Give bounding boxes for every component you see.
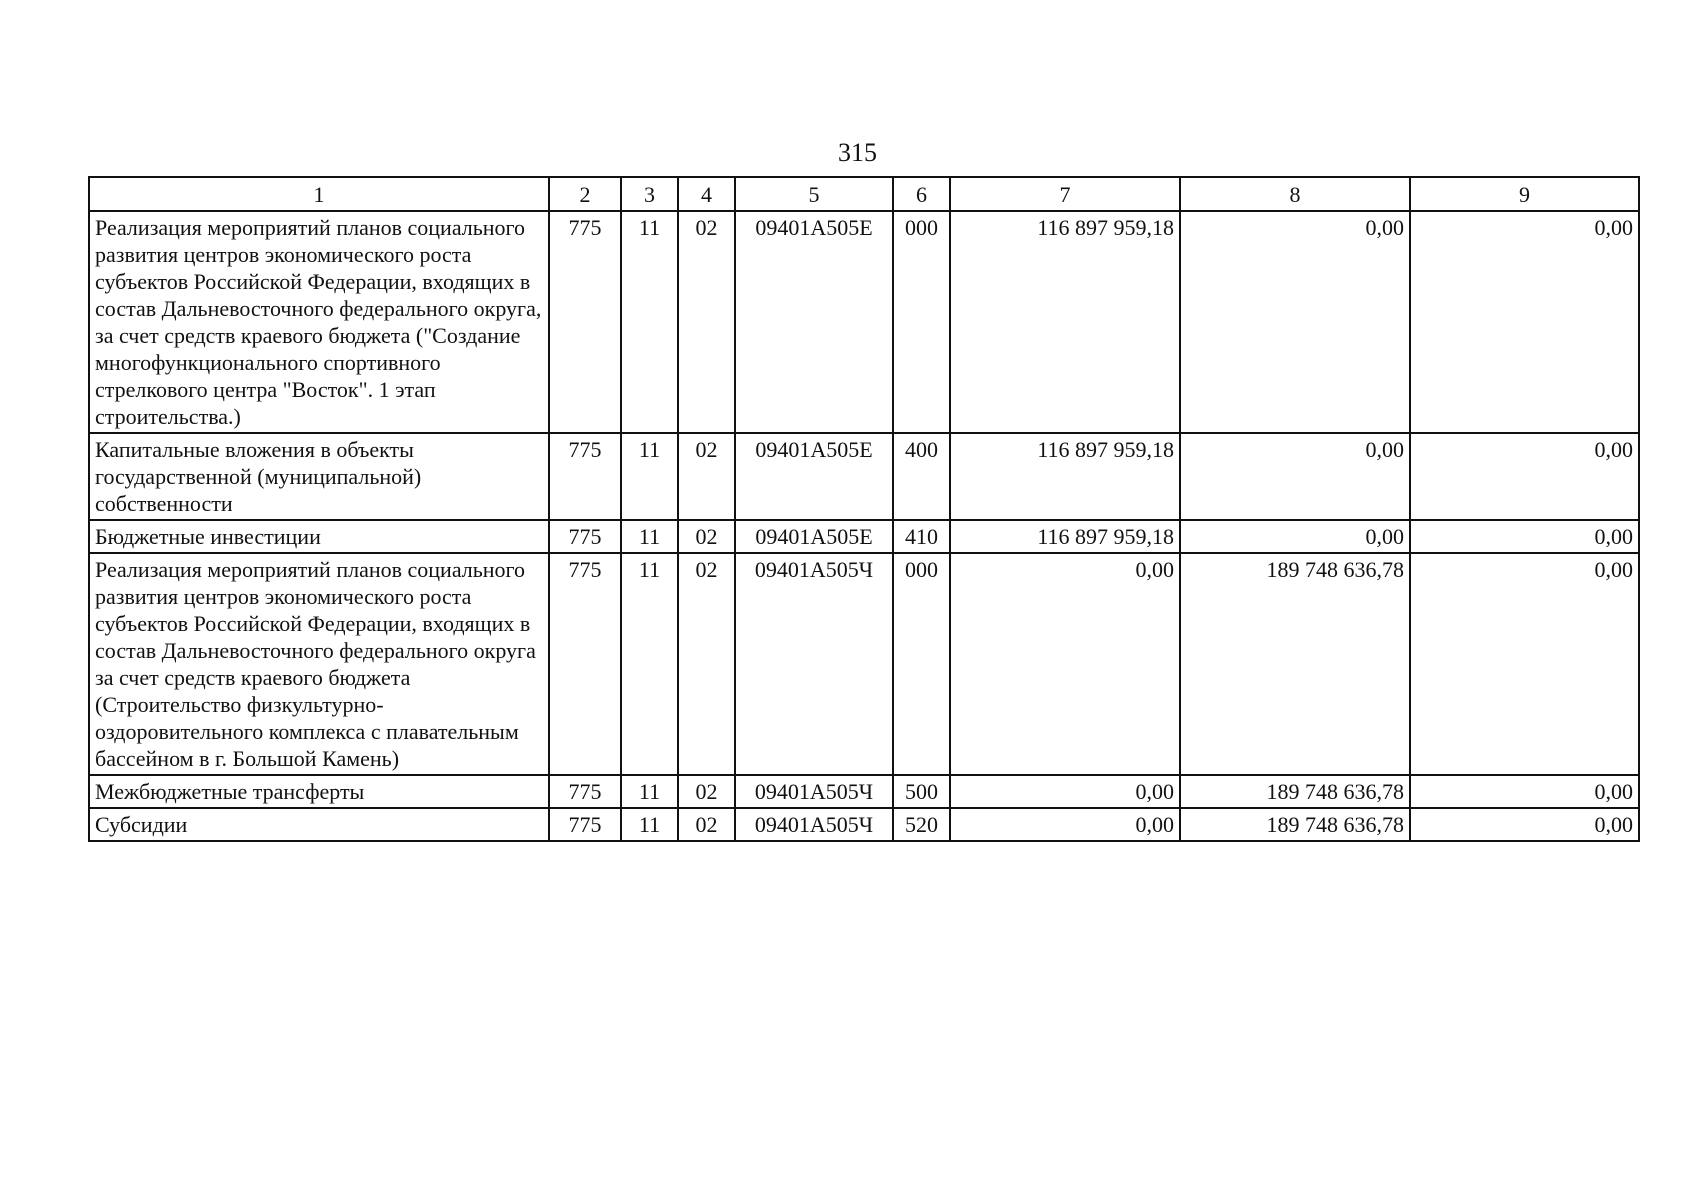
- column-header: 9: [1410, 177, 1639, 211]
- row-code-5: 09401A505Ч: [735, 808, 893, 841]
- row-code-2: 775: [549, 808, 621, 841]
- row-code-6: 000: [893, 553, 950, 775]
- row-code-4: 02: [678, 520, 735, 553]
- row-amount-8: 0,00: [1180, 520, 1410, 553]
- column-header: 2: [549, 177, 621, 211]
- row-code-5: 09401A505E: [735, 520, 893, 553]
- row-amount-7: 0,00: [950, 808, 1180, 841]
- column-header: 6: [893, 177, 950, 211]
- row-code-4: 02: [678, 211, 735, 433]
- row-code-6: 520: [893, 808, 950, 841]
- row-amount-8: 0,00: [1180, 433, 1410, 520]
- row-name: Межбюджетные трансферты: [89, 775, 549, 808]
- row-code-6: 000: [893, 211, 950, 433]
- row-name: Реализация мероприятий планов социального развития центров экономического роста субъектов Российской Федерации, входящих в состав Дальневосточного федерального округа за счет средств краевого бюджета (Строительство физкультурно-оздоровительного комплекса с плавательным бассейном в г. Большой Камень): [89, 553, 549, 775]
- row-amount-7: 116 897 959,18: [950, 211, 1180, 433]
- table-row: [89, 433, 1639, 520]
- row-code-2: 775: [549, 211, 621, 433]
- row-amount-9: 0,00: [1410, 211, 1639, 433]
- row-code-6: 410: [893, 520, 950, 553]
- row-amount-9: 0,00: [1410, 775, 1639, 808]
- row-code-4: 02: [678, 775, 735, 808]
- table-header-row: [89, 177, 1639, 211]
- budget-table: [88, 176, 1640, 842]
- row-amount-8: 0,00: [1180, 211, 1410, 433]
- row-code-5: 09401A505E: [735, 433, 893, 520]
- row-code-3: 11: [621, 553, 678, 775]
- row-amount-8: 189 748 636,78: [1180, 808, 1410, 841]
- row-code-2: 775: [549, 433, 621, 520]
- row-code-3: 11: [621, 433, 678, 520]
- row-amount-9: 0,00: [1410, 553, 1639, 775]
- row-name: Бюджетные инвестиции: [89, 520, 549, 553]
- table-row: [89, 211, 1639, 433]
- column-header: 5: [735, 177, 893, 211]
- row-code-3: 11: [621, 520, 678, 553]
- column-header: 4: [678, 177, 735, 211]
- row-code-3: 11: [621, 211, 678, 433]
- table-row: [89, 775, 1639, 808]
- row-amount-7: 116 897 959,18: [950, 433, 1180, 520]
- row-amount-9: 0,00: [1410, 808, 1639, 841]
- row-code-2: 775: [549, 775, 621, 808]
- row-code-3: 11: [621, 775, 678, 808]
- row-code-4: 02: [678, 808, 735, 841]
- row-code-6: 500: [893, 775, 950, 808]
- row-code-5: 09401A505E: [735, 211, 893, 433]
- row-code-3: 11: [621, 808, 678, 841]
- row-code-4: 02: [678, 433, 735, 520]
- page-number: 315: [838, 138, 877, 167]
- row-name: Субсидии: [89, 808, 549, 841]
- column-header: 7: [950, 177, 1180, 211]
- row-code-5: 09401A505Ч: [735, 553, 893, 775]
- row-code-6: 400: [893, 433, 950, 520]
- column-header: 8: [1180, 177, 1410, 211]
- row-amount-7: 0,00: [950, 553, 1180, 775]
- table-row: [89, 808, 1639, 841]
- row-code-5: 09401A505Ч: [735, 775, 893, 808]
- row-code-2: 775: [549, 520, 621, 553]
- row-amount-7: 0,00: [950, 775, 1180, 808]
- row-amount-9: 0,00: [1410, 520, 1639, 553]
- row-code-4: 02: [678, 553, 735, 775]
- column-header: 1: [89, 177, 549, 211]
- row-name: Реализация мероприятий планов социального развития центров экономического роста субъектов Российской Федерации, входящих в состав Дальневосточного федерального округа, за счет средств краевого бюджета ("Создание многофункционального спортивного стрелкового центра "Восток". 1 этап строительства.): [89, 211, 549, 433]
- row-amount-8: 189 748 636,78: [1180, 775, 1410, 808]
- table-row: [89, 520, 1639, 553]
- row-amount-9: 0,00: [1410, 433, 1639, 520]
- row-name: Капитальные вложения в объекты государственной (муниципальной) собственности: [89, 433, 549, 520]
- row-amount-8: 189 748 636,78: [1180, 553, 1410, 775]
- row-amount-7: 116 897 959,18: [950, 520, 1180, 553]
- table-row: [89, 553, 1639, 775]
- row-code-2: 775: [549, 553, 621, 775]
- column-header: 3: [621, 177, 678, 211]
